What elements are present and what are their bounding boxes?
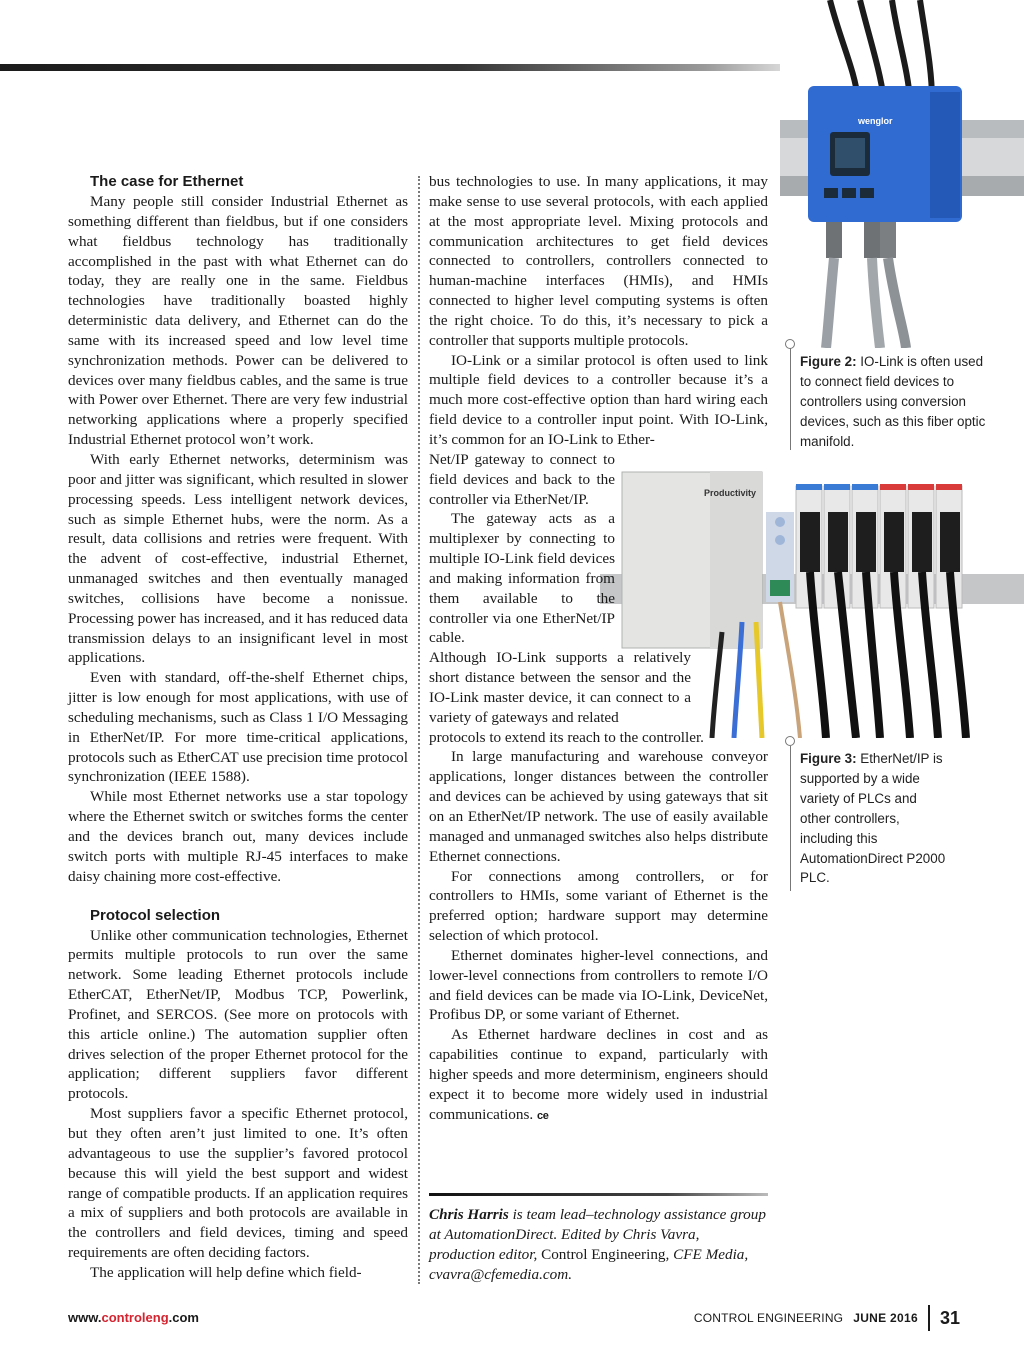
publication-name: Control Engineering bbox=[541, 1246, 666, 1263]
body-paragraph: Many people still consider Industrial Ethernet as something different than fieldbus, but if one considers what fieldbus technology has traditionally accomplished in the past with what Ethernet can do today, they are really one in the same. Fieldbus technologies have traditionally boasted highly deterministic data delivery, and Ethernet can do the same with its increased speed and low level time synchronization methods. Power can be delivered to devices over many fieldbus cables, and the same is true with Power over Ethernet. There are very few industrial networking applications where a properly specified Industrial Ethernet protocol won’t work. bbox=[68, 193, 408, 449]
author-role: is team lead–technology assistance group at AutomationDirect. Edited by Chris Vavra, production editor, bbox=[429, 1206, 766, 1263]
body-paragraph: The application will help define which field- bbox=[90, 1263, 362, 1281]
caption-marker bbox=[785, 736, 795, 746]
figure-2-label: Figure 2: bbox=[800, 354, 857, 369]
footer-date: JUNE 2016 bbox=[853, 1311, 918, 1325]
body-paragraph: Most suppliers favor a specific Ethernet protocol, but they often aren’t just limited to one. It’s often advantageous to use the supplier’s favored protocol because this will yield the best support and widest range of compatible products. If an application requires a mix of suppliers and both protocols are available in the controllers and field devices, timing and speed requirements are often deciding factors. bbox=[68, 1105, 408, 1262]
top-rule bbox=[0, 64, 830, 71]
caption-leader bbox=[790, 746, 791, 891]
figure-2-text: IO-Link is often used to connect field devices to controllers using conversion devices, such as this fiber optic manifold. bbox=[800, 354, 986, 449]
author-name: Chris Harris bbox=[429, 1206, 509, 1223]
caption-leader bbox=[790, 354, 791, 450]
body-paragraph bbox=[429, 1025, 768, 1126]
figure-2-caption bbox=[800, 352, 990, 452]
figure-3-text: EtherNet/IP is supported by a wide variety of PLCs and other controllers, including this AutomationDirect P2000 PLC. bbox=[800, 751, 946, 886]
section-heading: Protocol selection bbox=[90, 906, 221, 924]
figure-2-image bbox=[780, 0, 1024, 348]
body-paragraph: Ethernet dominates higher-level connections, and lower-level connections from controllers to remote I/O and field devices can be made via IO-Link, DeviceNet, Profibus DP, or some variant of Ethernet. bbox=[429, 946, 768, 1024]
body-paragraph: protocols to extend its reach to the controller. bbox=[429, 728, 704, 746]
figure-3-caption bbox=[800, 749, 950, 888]
body-paragraph: Net/IP gateway to connect to field devices and back to the controller via EtherNet/IP. bbox=[429, 450, 615, 508]
footer-publication: CONTROL ENGINEERING bbox=[693, 1311, 844, 1325]
caption-marker bbox=[785, 339, 795, 349]
url-accent: controleng bbox=[101, 1310, 169, 1325]
body-paragraph: IO-Link or a similar protocol is often used to link multiple field devices to a controller because it’s a much more cost-effective option than hard wiring each field device to a controller input point. With IO-Link, it’s common for an IO-Link to Ether- bbox=[429, 351, 768, 448]
figure-3-label: Figure 3: bbox=[800, 751, 857, 766]
author-rule bbox=[429, 1193, 768, 1196]
footer-url[interactable] bbox=[68, 1310, 199, 1325]
end-mark: ce bbox=[536, 1109, 549, 1122]
body-paragraph: The gateway acts as a multiplexer by connecting to multiple IO-Link field devices and making information from them available to the controller via one EtherNet/IP cable. bbox=[429, 510, 615, 647]
body-paragraph: bus technologies to use. In many applications, it may make sense to use several protocols, with each applied at the most appropriate level. Mixing protocols and communication architectures to get field devices connected to controllers, controllers connected to human-machine interfaces (HMIs), and HMIs connected to higher level computing systems is often the right choice. To do this, it’s necessary to pick a controller that supports multiple protocols. bbox=[429, 173, 768, 349]
body-paragraph: In large manufacturing and warehouse conveyor applications, longer distances between the controller and devices can be achieved by using gateways that sit on an EtherNet/IP network. The use of easily available managed and unmanaged switches also helps distribute Ethernet connections. bbox=[429, 748, 768, 865]
editor-contact: , CFE Media, cvavra@cfemedia.com. bbox=[429, 1246, 749, 1283]
url-prefix: www. bbox=[68, 1310, 102, 1325]
body-paragraph: Even with standard, off-the-shelf Ethernet chips, jitter is low enough for most applications, with use of scheduling mechanisms, such as Class 1 I/O Messaging in EtherNet/IP. For more time-critical applications, protocols such as EtherCAT use precision time protocol synchronization (IEEE 1588). bbox=[68, 669, 408, 786]
column-divider bbox=[418, 176, 420, 1284]
url-suffix: .com bbox=[168, 1310, 199, 1325]
article-column-2 bbox=[429, 172, 768, 1127]
closing-sentence: As Ethernet hardware declines in cost and as capabilities continue to expand, particularly with higher speeds and more determinism, engineers should expect it to become more widely used in industrial communications. bbox=[429, 1026, 768, 1123]
footer-separator bbox=[928, 1305, 930, 1331]
body-paragraph: Unlike other communication technologies, Ethernet permits multiple protocols to run over the same network. Some leading Ethernet protocols include EtherCAT, EtherNet/IP, Modbus TCP, Powerlink, Profinet, and SERCOS. (See more on protocols with this article online.) The automation supplier often drives selection of the proper Ethernet protocol for the application; different suppliers favor different protocols. bbox=[68, 926, 408, 1103]
body-paragraph: With early Ethernet networks, determinism was poor and jitter was significant, which resulted in slower processing speeds. Less intelligent network devices, such as simple Ethernet hubs, were the norm. As a result, data collisions and retries were frequent. With the advent of cost-effective, industrial Ethernet, unmanaged switches and then eventually managed switches, collisions have become a nonissue. Processing power has increased, and it has reduced data transmission delays to an insignificant level in most applications. bbox=[68, 450, 408, 667]
page-number: 31 bbox=[939, 1307, 960, 1328]
productivity-logo: Productivity bbox=[704, 488, 757, 498]
section-heading: The case for Ethernet bbox=[90, 173, 244, 190]
body-paragraph: While most Ethernet networks use a star topology where the Ethernet switch or switches forms the center and the devices branch out, many devices include switch ports with multiple RJ-45 interfaces to make daisy chaining more cost-effective. bbox=[68, 788, 408, 885]
article-column-1 bbox=[68, 172, 408, 1283]
author-bio bbox=[429, 1205, 768, 1285]
body-paragraph: Although IO-Link supports a relatively short distance between the sensor and the IO-Link master device, it can connect to a variety of gateways and related bbox=[429, 649, 691, 726]
footer-folio bbox=[694, 1304, 960, 1332]
body-paragraph: For connections among controllers, or for controllers to HMIs, some variant of Ethernet is the preferred option; hardware support may determine selection of which protocol. bbox=[429, 867, 768, 945]
wenglor-logo: wenglor bbox=[858, 116, 893, 126]
